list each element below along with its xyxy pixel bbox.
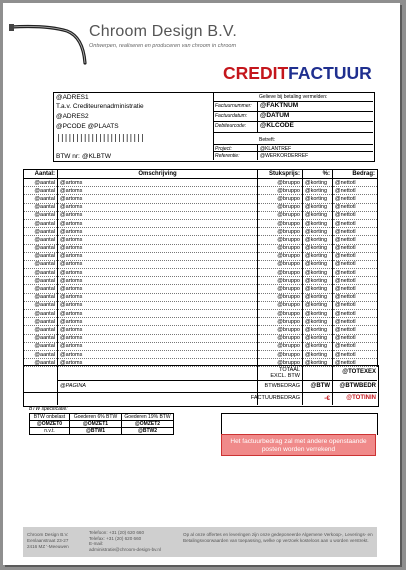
footer-terms: Op al onze offertes en leveringen zijn onze gedeponeerde Algemene Verkoop-, Leverings- en Betalingsvoorwaarden van toepassing, welke op verzoek kosteloos aan u worden verstrekt. bbox=[183, 532, 373, 543]
cell-bedrag: @nettotl bbox=[333, 252, 378, 260]
vat-spec-table bbox=[29, 413, 174, 435]
cell-aantal: @aantal bbox=[24, 179, 58, 187]
cell-pct: @korting bbox=[303, 310, 333, 318]
table-row bbox=[24, 285, 378, 293]
invoice-amount-label: FACTUURBEDRAG bbox=[250, 395, 300, 401]
table-row bbox=[24, 310, 378, 318]
table-header-row bbox=[24, 170, 378, 179]
settlement-notice: Het factuurbedrag zal met andere openstaande posten worden verrekend bbox=[221, 434, 376, 456]
project-value: @KLANTREF bbox=[260, 146, 292, 152]
table-row bbox=[24, 228, 378, 236]
cell-aantal: @aantal bbox=[24, 318, 58, 326]
cell-prijs: @bruppo bbox=[258, 211, 303, 219]
cell-pct: @korting bbox=[303, 179, 333, 187]
document-title bbox=[223, 63, 372, 84]
cell-aantal: @aantal bbox=[24, 301, 58, 309]
cell-bedrag: @nettotl bbox=[333, 269, 378, 277]
col-header-description: Omschrijving bbox=[58, 170, 258, 179]
chrome-pipe-logo bbox=[9, 21, 87, 65]
cell-omschr: @artoms bbox=[58, 269, 258, 277]
cell-aantal: @aantal bbox=[24, 326, 58, 334]
cell-prijs: @bruppo bbox=[258, 285, 303, 293]
cell-omschr: @artoms bbox=[58, 228, 258, 236]
company-name: Chroom Design B.V. bbox=[89, 23, 237, 40]
cell-omschr: @artoms bbox=[58, 179, 258, 187]
vat-row-revenue bbox=[30, 421, 174, 428]
btw-number-label: BTW nr: bbox=[56, 153, 80, 160]
cell-prijs: @bruppo bbox=[258, 179, 303, 187]
address-line-2: T.a.v. Crediteurenadministratie bbox=[56, 103, 144, 110]
vat-header-0: BTW onbelast bbox=[30, 414, 70, 421]
cell-omschr: @artoms bbox=[58, 301, 258, 309]
cell-pct: @korting bbox=[303, 187, 333, 195]
address-line-3: @ADRES2 bbox=[56, 113, 89, 120]
cell-prijs: @bruppo bbox=[258, 301, 303, 309]
meta-hline-1 bbox=[213, 111, 373, 112]
footer-city: 2416 MZ '-Meeuwen bbox=[27, 544, 69, 549]
col-header-price: Stuksprijs: bbox=[258, 170, 303, 179]
cell-aantal: @aantal bbox=[24, 211, 58, 219]
cell-bedrag: @nettotl bbox=[333, 318, 378, 326]
cell-bedrag: @nettotl bbox=[333, 203, 378, 211]
cell-bedrag: @nettotl bbox=[333, 219, 378, 227]
cell-aantal: @aantal bbox=[24, 359, 58, 367]
vat-header-row bbox=[30, 414, 174, 421]
vat-nvt: n.v.t. bbox=[30, 428, 70, 435]
cell-omschr: @artoms bbox=[58, 236, 258, 244]
cell-pct: @korting bbox=[303, 211, 333, 219]
invoice-amount-value: @TOTININ bbox=[346, 395, 376, 401]
cell-aantal: @aantal bbox=[24, 260, 58, 268]
table-row bbox=[24, 244, 378, 252]
meta-value-date: @DATUM bbox=[260, 112, 290, 119]
btw-amount-label: BTWBEDRAG bbox=[264, 383, 300, 389]
cell-aantal: @aantal bbox=[24, 277, 58, 285]
cell-omschr: @artoms bbox=[58, 350, 258, 358]
cell-pct: @korting bbox=[303, 350, 333, 358]
table-row bbox=[24, 326, 378, 334]
cell-aantal: @aantal bbox=[24, 236, 58, 244]
vat-row-tax bbox=[30, 428, 174, 435]
footer-phone: Telefoon: +31 (20) 620 660 bbox=[89, 530, 145, 535]
cell-pct: @korting bbox=[303, 195, 333, 203]
cell-pct: @korting bbox=[303, 269, 333, 277]
notice-frame bbox=[221, 413, 378, 435]
cell-prijs: @bruppo bbox=[258, 252, 303, 260]
invoice-page bbox=[3, 3, 400, 565]
cell-bedrag: @nettotl bbox=[333, 195, 378, 203]
reference-label: Referentie: bbox=[215, 153, 240, 159]
cell-omschr: @artoms bbox=[58, 326, 258, 334]
table-row bbox=[24, 277, 378, 285]
table-row bbox=[24, 252, 378, 260]
excl-btw-label: EXCL. BTW bbox=[270, 373, 300, 379]
table-row bbox=[24, 219, 378, 227]
cell-prijs: @bruppo bbox=[258, 350, 303, 358]
table-row bbox=[24, 236, 378, 244]
table-row bbox=[24, 342, 378, 350]
table-row bbox=[24, 203, 378, 211]
cell-pct: @korting bbox=[303, 244, 333, 252]
cell-aantal: @aantal bbox=[24, 269, 58, 277]
cell-pct: @korting bbox=[303, 293, 333, 301]
vat-header-1: Goederen 6% BTW bbox=[70, 414, 122, 421]
table-row bbox=[24, 334, 378, 342]
address-line-4: @PCODE @PLAATS bbox=[56, 123, 119, 130]
cell-prijs: @bruppo bbox=[258, 318, 303, 326]
cell-omschr: @artoms bbox=[58, 310, 258, 318]
footer-company: Chroom Design B.V. bbox=[27, 532, 69, 537]
cell-aantal: @aantal bbox=[24, 342, 58, 350]
cell-omschr: @artoms bbox=[58, 211, 258, 219]
cell-bedrag: @nettotl bbox=[333, 244, 378, 252]
cell-omschr: @artoms bbox=[58, 203, 258, 211]
cell-bedrag: @nettotl bbox=[333, 301, 378, 309]
cell-aantal: @aantal bbox=[24, 219, 58, 227]
cell-aantal: @aantal bbox=[24, 350, 58, 358]
cell-prijs: @bruppo bbox=[258, 236, 303, 244]
cell-prijs: @bruppo bbox=[258, 269, 303, 277]
footer-fax: Telefax: +31 (20) 620 660 bbox=[89, 535, 142, 541]
cell-bedrag: @nettotl bbox=[333, 326, 378, 334]
table-row bbox=[24, 179, 378, 187]
table-row bbox=[24, 211, 378, 219]
meta-label-date: Factuurdatum: bbox=[215, 113, 248, 119]
col-header-amount: Bedrag: bbox=[333, 170, 378, 179]
cell-pct: @korting bbox=[303, 203, 333, 211]
cell-aantal: @aantal bbox=[24, 203, 58, 211]
cell-aantal: @aantal bbox=[24, 252, 58, 260]
cell-aantal: @aantal bbox=[24, 310, 58, 318]
invoice-lines-table bbox=[23, 169, 378, 367]
table-row bbox=[24, 350, 378, 358]
footer-contact bbox=[89, 530, 161, 552]
company-tagline: Ontwerpen, realiseren en produceren van chroom in chroom bbox=[89, 43, 237, 49]
betreft-label: Betreft: bbox=[259, 137, 276, 143]
project-label: Project: bbox=[215, 146, 232, 152]
cell-bedrag: @nettotl bbox=[333, 310, 378, 318]
reference-value: @WERKORDERREF bbox=[260, 153, 309, 159]
vat-btw1: @BTW1 bbox=[70, 428, 122, 435]
cell-omschr: @artoms bbox=[58, 318, 258, 326]
footer-bar bbox=[23, 527, 377, 557]
cell-omschr: @artoms bbox=[58, 195, 258, 203]
cell-aantal: @aantal bbox=[24, 244, 58, 252]
cell-bedrag: @nettotl bbox=[333, 260, 378, 268]
total-excl-value: @TOTEXEX bbox=[342, 369, 376, 375]
meta-hline-4 bbox=[213, 144, 373, 145]
table-row bbox=[24, 260, 378, 268]
meta-hline-3 bbox=[213, 132, 373, 133]
footer-street: Eenlaanstraat 23-27 bbox=[27, 538, 69, 543]
totals-hline-2 bbox=[23, 392, 377, 393]
totals-vline-4 bbox=[332, 365, 333, 405]
btw-number-value: @KLBTW bbox=[82, 153, 111, 160]
table-row bbox=[24, 318, 378, 326]
payment-note: Gelieve bij betaling vermelden: bbox=[259, 94, 328, 100]
cell-omschr: @artoms bbox=[58, 334, 258, 342]
cell-bedrag: @nettotl bbox=[333, 334, 378, 342]
table-row bbox=[24, 195, 378, 203]
table-row bbox=[24, 293, 378, 301]
cell-prijs: @bruppo bbox=[258, 244, 303, 252]
cell-aantal: @aantal bbox=[24, 187, 58, 195]
meta-value-debtor: @KLCODE bbox=[260, 122, 294, 129]
meta-label-invoice: Factuurnummer: bbox=[215, 103, 252, 109]
cell-bedrag: @nettotl bbox=[333, 359, 378, 367]
totals-hline-1 bbox=[57, 380, 377, 381]
cell-omschr: @artoms bbox=[58, 285, 258, 293]
table-row bbox=[24, 301, 378, 309]
address-line-1: @ADRES1 bbox=[56, 94, 89, 101]
cell-bedrag: @nettotl bbox=[333, 342, 378, 350]
cell-pct: @korting bbox=[303, 252, 333, 260]
cell-pct: @korting bbox=[303, 326, 333, 334]
totals-vline-3 bbox=[302, 365, 303, 405]
cell-bedrag: @nettotl bbox=[333, 277, 378, 285]
cell-omschr: @artoms bbox=[58, 359, 258, 367]
cell-pct: @korting bbox=[303, 260, 333, 268]
cell-aantal: @aantal bbox=[24, 293, 58, 301]
totaal-label: TOTAAL bbox=[279, 367, 300, 373]
cell-bedrag: @nettotl bbox=[333, 187, 378, 195]
cell-prijs: @bruppo bbox=[258, 228, 303, 236]
cell-prijs: @bruppo bbox=[258, 277, 303, 285]
title-credit: CREDIT bbox=[223, 63, 289, 83]
meta-value-invoice: @FAKTNUM bbox=[260, 102, 299, 109]
currency-symbol: -€ bbox=[324, 395, 330, 402]
col-header-qty: Aantal: bbox=[24, 170, 58, 179]
cell-bedrag: @nettotl bbox=[333, 179, 378, 187]
cell-prijs: @bruppo bbox=[258, 203, 303, 211]
cell-prijs: @bruppo bbox=[258, 293, 303, 301]
btw-rate-value: @BTW bbox=[310, 383, 330, 389]
cell-bedrag: @nettotl bbox=[333, 285, 378, 293]
cell-omschr: @artoms bbox=[58, 187, 258, 195]
vat-omzet1: @OMZET1 bbox=[70, 421, 122, 428]
title-factuur: FACTUUR bbox=[288, 63, 372, 83]
col-header-pct: %: bbox=[303, 170, 333, 179]
cell-bedrag: @nettotl bbox=[333, 228, 378, 236]
cell-prijs: @bruppo bbox=[258, 342, 303, 350]
postal-barcode: ||||||||||||||||||||||| bbox=[56, 133, 144, 142]
cell-pct: @korting bbox=[303, 359, 333, 367]
cell-prijs: @bruppo bbox=[258, 334, 303, 342]
cell-pct: @korting bbox=[303, 228, 333, 236]
meta-vline bbox=[257, 101, 258, 132]
btw-amount-value: @BTWBEDR bbox=[339, 383, 376, 389]
cell-pct: @korting bbox=[303, 318, 333, 326]
meta-hline-2 bbox=[213, 121, 373, 122]
footer-address bbox=[27, 532, 69, 550]
cell-prijs: @bruppo bbox=[258, 219, 303, 227]
cell-bedrag: @nettotl bbox=[333, 236, 378, 244]
cell-bedrag: @nettotl bbox=[333, 350, 378, 358]
vat-header-2: Goederen 19% BTW bbox=[122, 414, 174, 421]
cell-pct: @korting bbox=[303, 236, 333, 244]
cell-prijs: @bruppo bbox=[258, 310, 303, 318]
cell-omschr: @artoms bbox=[58, 244, 258, 252]
cell-aantal: @aantal bbox=[24, 195, 58, 203]
cell-omschr: @artoms bbox=[58, 277, 258, 285]
cell-aantal: @aantal bbox=[24, 334, 58, 342]
vat-omzet0: @OMZET0 bbox=[30, 421, 70, 428]
cell-bedrag: @nettotl bbox=[333, 211, 378, 219]
cell-aantal: @aantal bbox=[24, 228, 58, 236]
cell-omschr: @artoms bbox=[58, 293, 258, 301]
cell-omschr: @artoms bbox=[58, 252, 258, 260]
cell-prijs: @bruppo bbox=[258, 359, 303, 367]
footer-email-label: E-mail: bbox=[89, 541, 104, 546]
cell-aantal: @aantal bbox=[24, 285, 58, 293]
cell-pct: @korting bbox=[303, 334, 333, 342]
cell-prijs: @bruppo bbox=[258, 187, 303, 195]
cell-bedrag: @nettotl bbox=[333, 293, 378, 301]
vat-btw2: @BTW2 bbox=[122, 428, 174, 435]
cell-pct: @korting bbox=[303, 301, 333, 309]
cell-omschr: @artoms bbox=[58, 342, 258, 350]
cell-prijs: @bruppo bbox=[258, 260, 303, 268]
page-number: @PAGINA bbox=[60, 383, 86, 389]
meta-vline-2 bbox=[257, 144, 258, 160]
cell-pct: @korting bbox=[303, 342, 333, 350]
vat-omzet2: @OMZET2 bbox=[122, 421, 174, 428]
meta-label-debtor: Debiteurcode: bbox=[215, 123, 247, 129]
meta-hline-5 bbox=[213, 151, 373, 152]
cell-prijs: @bruppo bbox=[258, 326, 303, 334]
cell-pct: @korting bbox=[303, 219, 333, 227]
cell-pct: @korting bbox=[303, 277, 333, 285]
footer-email: administratie@chroom-design-bv.nl bbox=[89, 546, 161, 552]
cell-omschr: @artoms bbox=[58, 219, 258, 227]
cell-omschr: @artoms bbox=[58, 260, 258, 268]
totals-vline-1 bbox=[57, 365, 58, 405]
vat-spec-title: BTW specificatie: bbox=[29, 406, 68, 412]
cell-pct: @korting bbox=[303, 285, 333, 293]
table-row bbox=[24, 187, 378, 195]
table-row bbox=[24, 269, 378, 277]
cell-prijs: @bruppo bbox=[258, 195, 303, 203]
